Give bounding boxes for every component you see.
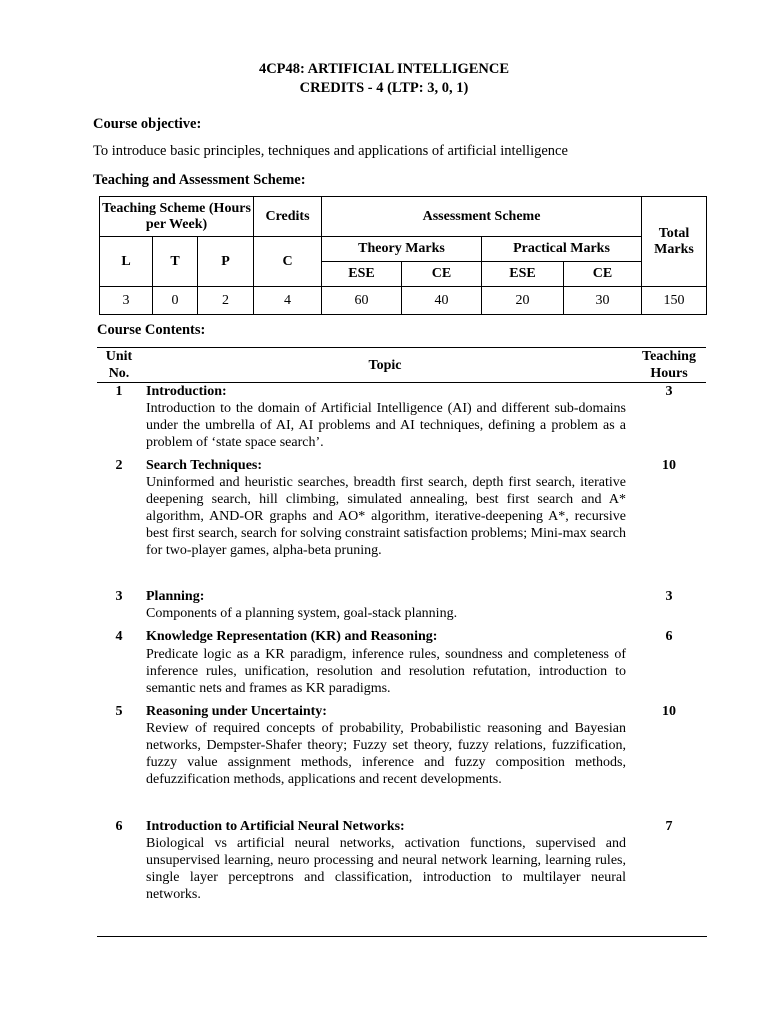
unit-hours: 7 [665,819,673,834]
footer-rule [97,936,707,937]
assessment-scheme-header: Assessment Scheme [322,197,642,237]
value-t: 0 [153,287,198,315]
value-c: 4 [254,287,322,315]
unit-description: Predicate logic as a KR paradigm, inference rules, soundness and completeness of inference rules, unification, resolution and resolution refutation, introduction to semantic nets and frames as KR paradigms. [146,647,626,696]
p-header: P [198,237,254,287]
unit-description: Components of a planning system, goal-stack planning. [146,606,458,621]
topic-header: Topic [368,358,402,373]
t-header: T [153,237,198,287]
header-top-rule [97,347,706,348]
practical-ce-header: CE [564,262,642,287]
unit-number: 3 [115,589,123,604]
unit-title: Introduction to Artificial Neural Networks: [146,819,405,834]
value-l: 3 [100,287,153,315]
unit-title: Knowledge Representation (KR) and Reasoning: [146,629,438,644]
unit-title: Introduction: [146,384,227,399]
unit-hours: 10 [662,704,676,719]
header-bottom-rule [97,382,706,383]
theory-marks-header: Theory Marks [322,237,482,262]
total-marks-header: Total Marks [642,197,707,287]
value-practical-ce: 30 [564,287,642,315]
unit-hours: 6 [665,629,673,644]
unit-hours: 3 [665,589,673,604]
value-total: 150 [642,287,707,315]
objective-text: To introduce basic principles, techniques and applications of artificial intelligence [93,143,568,159]
unit-number: 6 [115,819,123,834]
unit-hours: 3 [665,384,673,399]
course-title: 4CP48: ARTIFICIAL INTELLIGENCE [258,61,510,77]
assessment-table [99,196,707,315]
unit-hours: 10 [662,458,676,473]
value-p: 2 [198,287,254,315]
practical-ese-header: ESE [482,262,564,287]
unit-title: Planning: [146,589,205,604]
theory-ese-header: ESE [322,262,402,287]
value-theory-ese: 60 [322,287,402,315]
unit-title: Reasoning under Uncertainty: [146,704,327,719]
value-theory-ce: 40 [402,287,482,315]
unit-number: 5 [115,704,123,719]
unit-description: Review of required concepts of probability, Probabilistic reasoning and Bayesian networks, Dempster-Shafer theory; Fuzzy set theory, fuzzy relations, fuzzification, fuzzy value assignment methods, inference and fuzzy composition methods, defuzzification methods, applications and recent developments. [146,721,626,787]
unit-no-header: Unit No. [105,349,133,381]
unit-description: Introduction to the domain of Artificial Intelligence (AI) and different sub-domains under the umbrella of AI, AI problems and AI techniques, defining a problem as a problem of ‘state space search’. [146,401,626,450]
teaching-hours-header: Teaching Hours [642,349,696,381]
teaching-scheme-header: Teaching Scheme (Hours per Week) [100,197,254,237]
unit-title: Search Techniques: [146,458,263,473]
credits-header: Credits [254,197,322,237]
unit-description: Biological vs artificial neural networks, activation functions, supervised and unsupervised learning, neuro processing and neural network learning, learning rules, single layer perceptrons and classification, introduction to multilayer neural networks. [146,836,626,902]
unit-number: 1 [115,384,123,399]
objective-heading: Course objective: [93,116,202,132]
practical-marks-header: Practical Marks [482,237,642,262]
unit-number: 2 [115,458,123,473]
scheme-heading: Teaching and Assessment Scheme: [93,172,306,188]
unit-number: 4 [115,629,123,644]
c-header: C [254,237,322,287]
credits-line: CREDITS - 4 (LTP: 3, 0, 1) [299,80,469,96]
l-header: L [100,237,153,287]
contents-heading: Course Contents: [97,322,206,338]
value-practical-ese: 20 [482,287,564,315]
theory-ce-header: CE [402,262,482,287]
unit-description: Uninformed and heuristic searches, breadth first search, depth first search, iterative deepening search, hill climbing, simulated annealing, best first search and A* algorithm, AND-OR graphs and AO* algorithm, iterative-deepening A*, recursive best first search, search for solving constraint satisfaction problems; Mini-max search for two-player games, alpha-beta pruning. [146,475,626,558]
